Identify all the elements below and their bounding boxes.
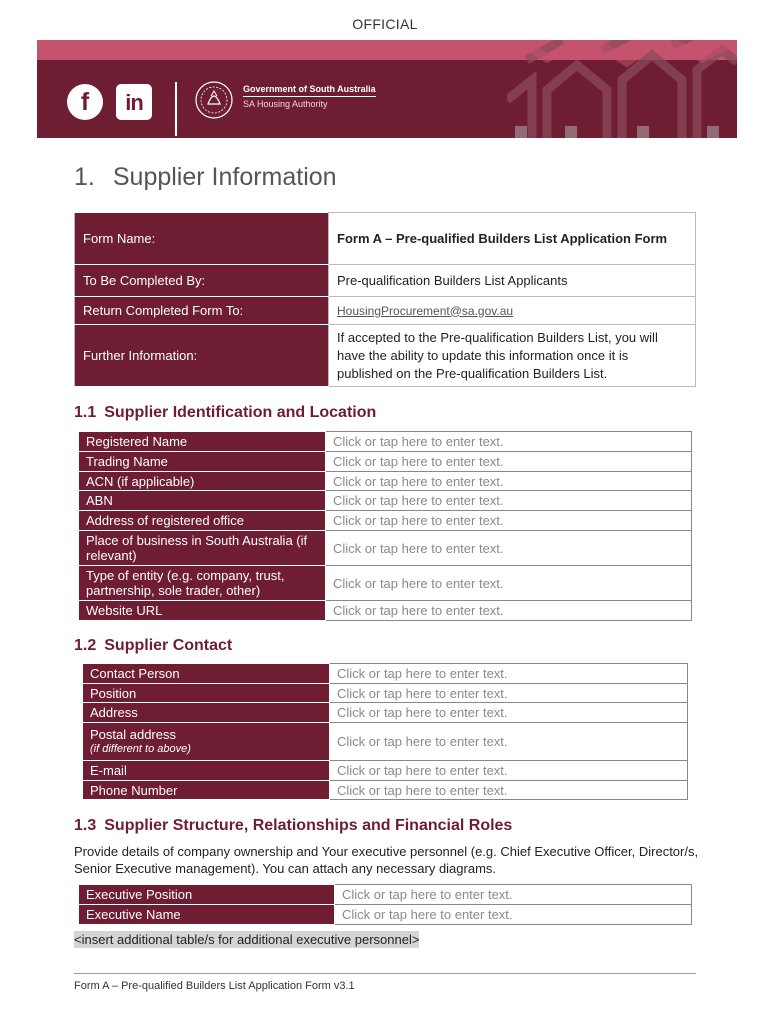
- state-crest-icon: [194, 80, 234, 120]
- heading-contact: [74, 637, 232, 655]
- heading-number: 1.3: [74, 817, 97, 834]
- contact-table: [82, 663, 688, 800]
- trading-name-field[interactable]: Click or tap here to enter text.: [326, 452, 692, 472]
- row-label: Executive Name: [79, 905, 335, 925]
- further-info-label: Further Information:: [75, 325, 329, 387]
- row-label: ABN: [79, 491, 326, 511]
- footer-divider: [74, 973, 696, 974]
- phone-number-field[interactable]: Click or tap here to enter text.: [330, 781, 688, 800]
- row-label: Position: [83, 684, 330, 703]
- row-label: E-mail: [83, 761, 330, 781]
- executive-table: [78, 884, 692, 925]
- heading-number: 1.1: [74, 404, 97, 421]
- acn-field[interactable]: Click or tap here to enter text.: [326, 472, 692, 491]
- completed-by-label: To Be Completed By:: [75, 265, 329, 297]
- classification-label: OFFICIAL: [352, 16, 418, 32]
- registered-office-field[interactable]: Click or tap here to enter text.: [326, 511, 692, 531]
- form-name-value: Form A – Pre-qualified Builders List Application Form: [329, 213, 696, 265]
- footer-text: Form A – Pre-qualified Builders List Application Form v3.1: [74, 980, 355, 992]
- postal-address-label: [83, 723, 330, 761]
- heading-number: 1.2: [74, 637, 97, 654]
- facebook-icon[interactable]: f: [67, 84, 103, 120]
- row-label: Executive Position: [79, 885, 335, 905]
- decorative-pattern: [507, 40, 737, 138]
- row-label: Address: [83, 703, 330, 723]
- row-label: Address of registered office: [79, 511, 326, 531]
- row-label: Registered Name: [79, 432, 326, 452]
- return-to-label: Return Completed Form To:: [75, 297, 329, 325]
- postal-address-note: (if different to above): [90, 742, 191, 755]
- registered-name-field[interactable]: Click or tap here to enter text.: [326, 432, 692, 452]
- row-label: Postal address: [90, 726, 176, 742]
- heading-structure: [74, 817, 512, 835]
- page-title: [74, 163, 337, 192]
- position-field[interactable]: Click or tap here to enter text.: [330, 684, 688, 703]
- row-label: Phone Number: [83, 781, 330, 800]
- website-url-field[interactable]: Click or tap here to enter text.: [326, 601, 692, 621]
- abn-field[interactable]: Click or tap here to enter text.: [326, 491, 692, 511]
- address-field[interactable]: Click or tap here to enter text.: [330, 703, 688, 723]
- structure-intro: Provide details of company ownership and Your executive personnel (e.g. Chief Executive Officer, Director/s, Senior Executive management). You can attach any necessary diagrams.: [74, 844, 699, 876]
- identification-table: [78, 431, 692, 621]
- insert-table-note: <insert additional table/s for additional executive personnel>: [74, 932, 420, 947]
- government-name: Government of South Australia: [243, 84, 376, 97]
- header-divider: [175, 82, 177, 136]
- sa-business-place-field[interactable]: Click or tap here to enter text.: [326, 531, 692, 566]
- row-label: Website URL: [79, 601, 326, 621]
- form-info-table: [74, 212, 696, 387]
- completed-by-value: Pre-qualification Builders List Applicants: [329, 265, 696, 297]
- heading-identification: [74, 404, 376, 422]
- return-email-link[interactable]: HousingProcurement@sa.gov.au: [329, 297, 696, 325]
- heading-text: Supplier Contact: [104, 637, 233, 654]
- row-label: ACN (if applicable): [79, 472, 326, 491]
- section-title-text: Supplier Information: [112, 163, 337, 191]
- executive-name-field[interactable]: Click or tap here to enter text.: [335, 905, 692, 925]
- row-label: Place of business in South Australia (if relevant): [79, 531, 326, 566]
- email-field[interactable]: Click or tap here to enter text.: [330, 761, 688, 781]
- row-label: Contact Person: [83, 664, 330, 684]
- heading-text: Supplier Structure, Relationships and Financial Roles: [104, 817, 513, 834]
- row-label: Type of entity (e.g. company, trust, partnership, sole trader, other): [79, 566, 326, 601]
- authority-name: SA Housing Authority: [243, 99, 328, 109]
- postal-address-field[interactable]: Click or tap here to enter text.: [330, 723, 688, 761]
- form-name-label: Form Name:: [75, 213, 329, 265]
- heading-text: Supplier Identification and Location: [104, 404, 377, 421]
- row-label: Trading Name: [79, 452, 326, 472]
- entity-type-field[interactable]: Click or tap here to enter text.: [326, 566, 692, 601]
- further-info-value: If accepted to the Pre-qualification Builders List, you will have the ability to update this information once it is published on the Pre-qualification Builders List.: [329, 325, 696, 387]
- executive-position-field[interactable]: Click or tap here to enter text.: [335, 885, 692, 905]
- linkedin-icon[interactable]: in: [116, 84, 152, 120]
- section-number: 1.: [74, 163, 95, 191]
- contact-person-field[interactable]: Click or tap here to enter text.: [330, 664, 688, 684]
